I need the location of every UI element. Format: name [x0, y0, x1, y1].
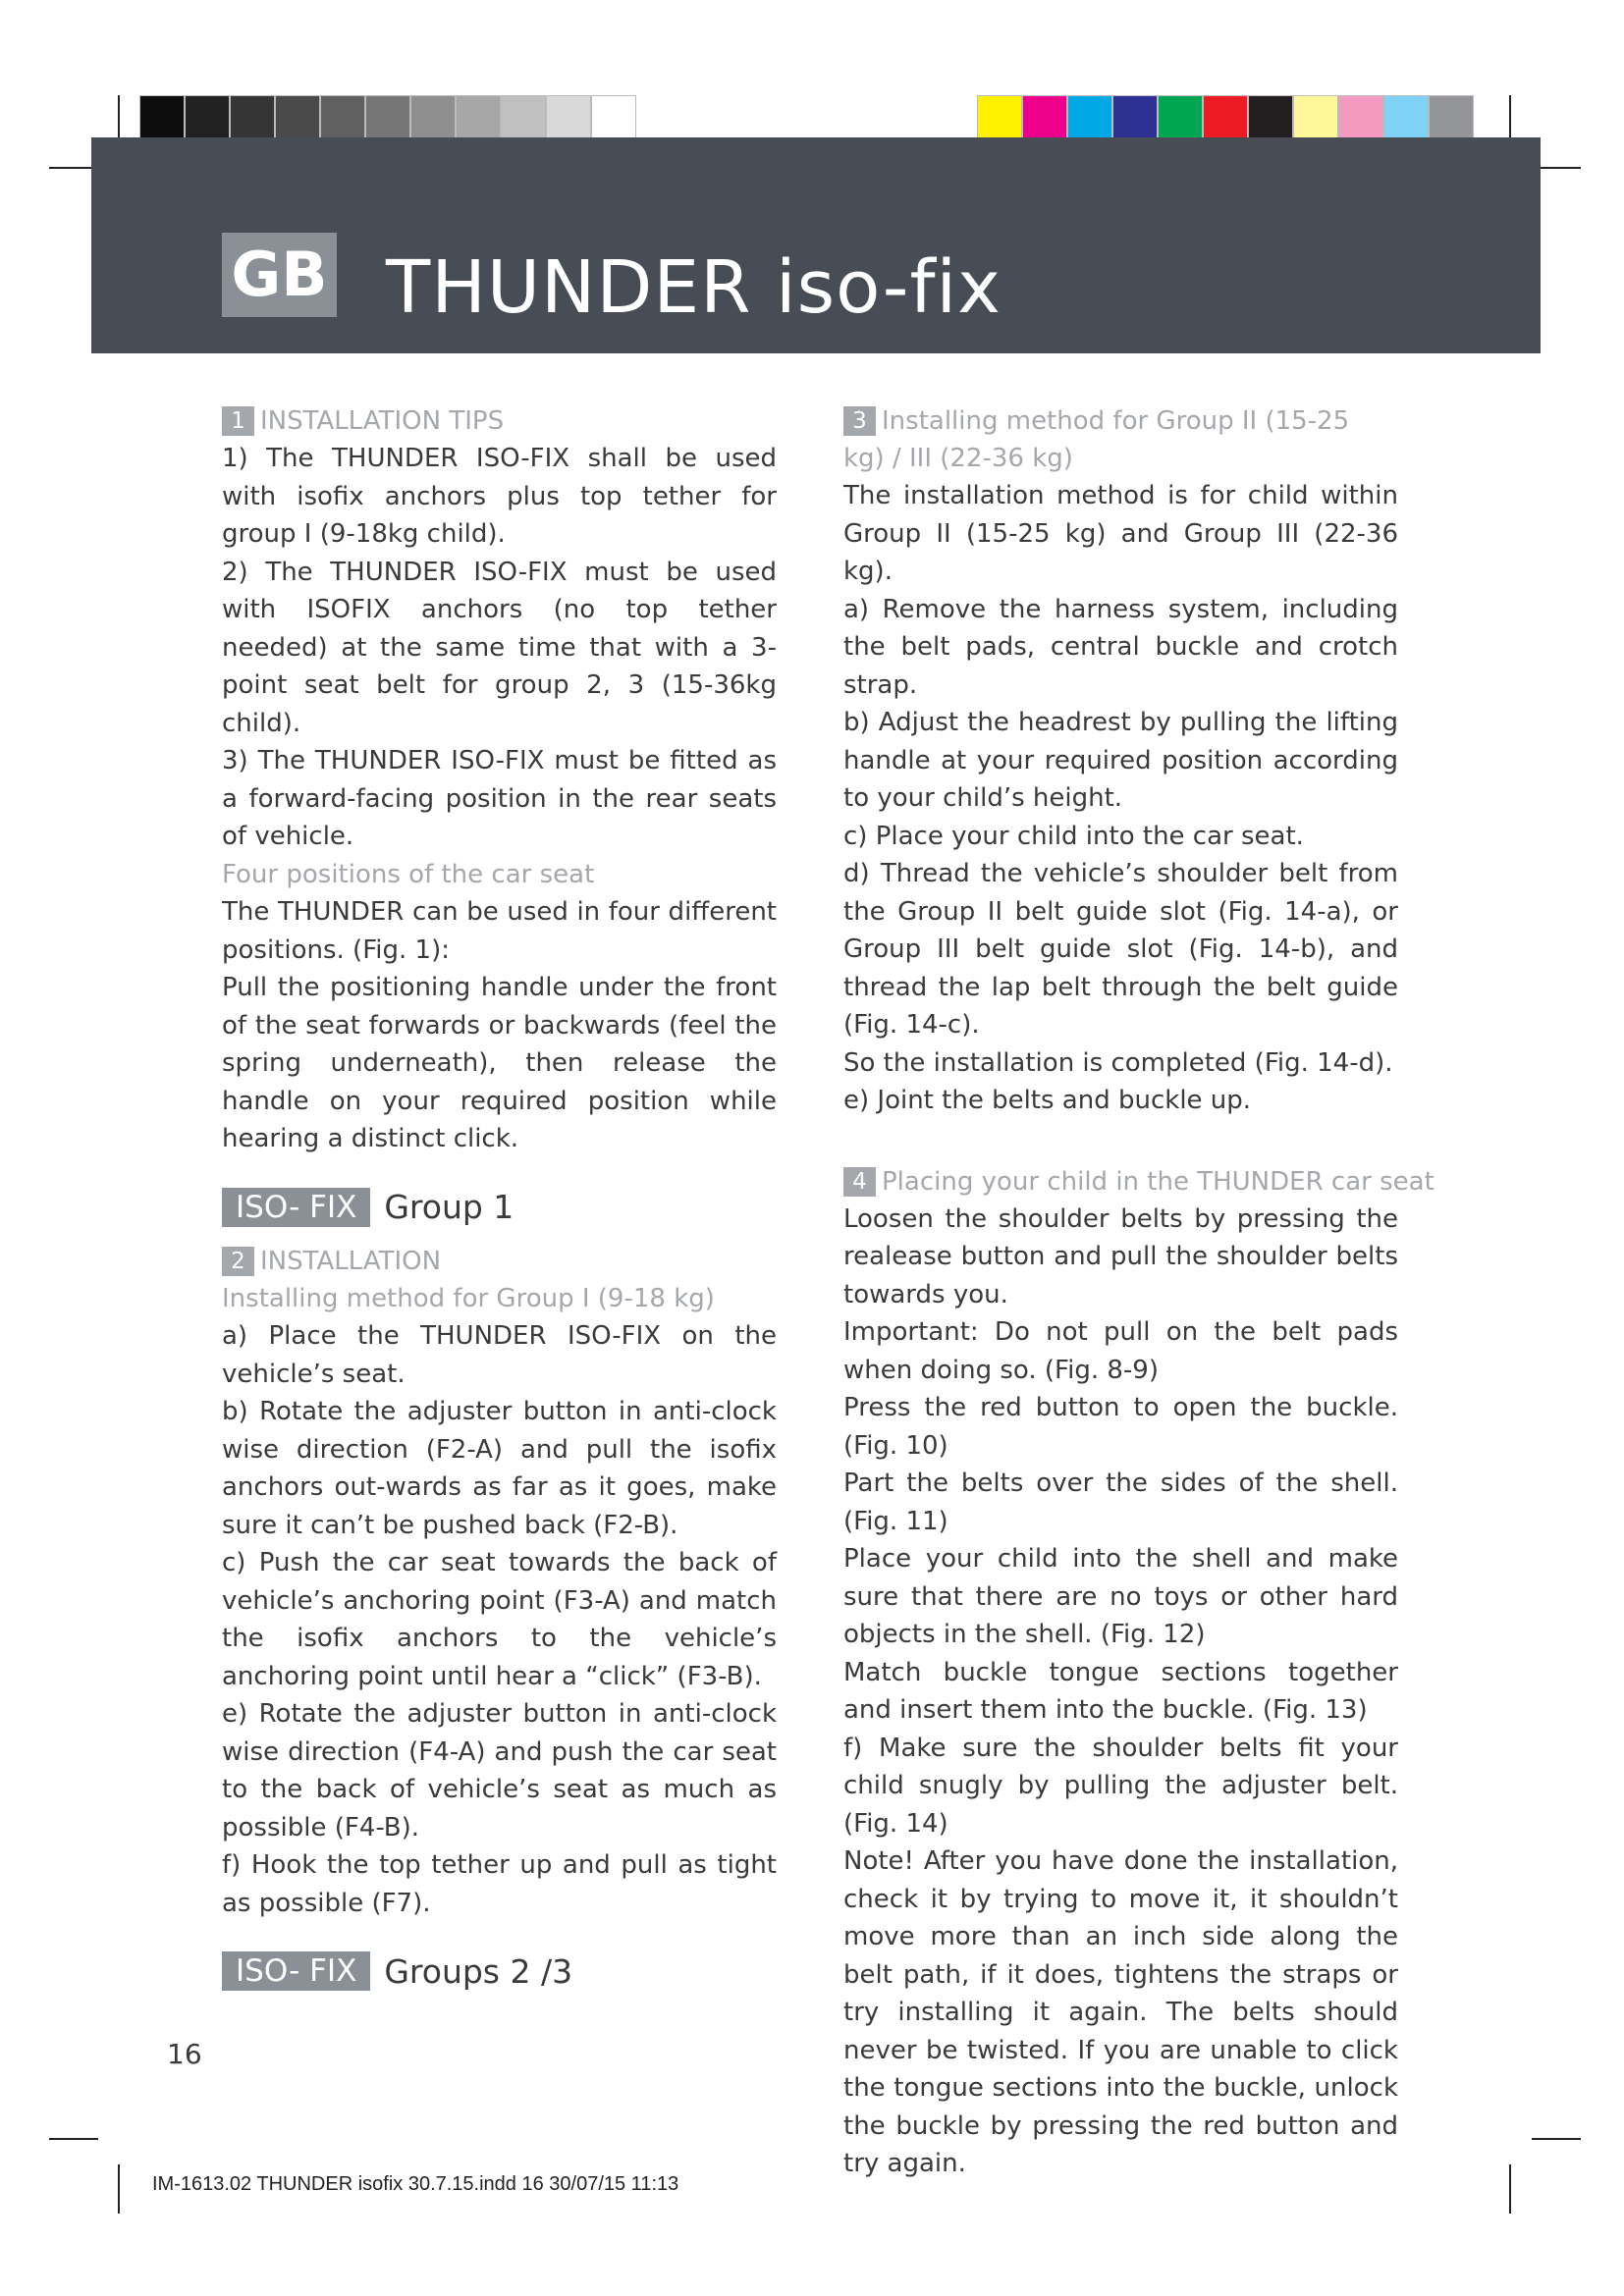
crop-mark [118, 2164, 120, 2214]
section-heading [843, 1163, 1435, 1201]
paragraph: So the installation is completed (Fig. 14-d). [843, 1047, 1393, 1078]
color-swatch [977, 95, 1022, 140]
paragraph: b) Rotate the adjuster button in anti-clock wise direction (F2-A) and pull the isofix anchors out-wards as far as it goes, make sure it can’t be pushed back (F2-B). [222, 1397, 777, 1540]
page-title: THUNDER iso-fix [386, 245, 1001, 330]
paragraph: d) Thread the vehicle’s shoulder belt from the Group II belt guide slot (Fig. 14-a), or Group III belt guide slot (Fig. 14-b), and thread the lap belt through the belt guide (Fig. 14-c). [843, 859, 1398, 1040]
section-number: 4 [843, 1167, 876, 1197]
paragraph: a) Place the THUNDER ISO-FIX on the vehicle’s seat. [222, 1321, 777, 1389]
iso-fix-tag: ISO- FIX [222, 1951, 370, 1991]
header-band [91, 137, 1541, 353]
crop-mark [1532, 2138, 1581, 2140]
group-heading [222, 1951, 777, 1991]
gray-swatch [230, 95, 275, 140]
paragraph: Important: Do not pull on the belt pads when doing so. (Fig. 8-9) [843, 1317, 1398, 1385]
language-badge: GB [222, 233, 337, 317]
gray-swatch [501, 95, 546, 140]
paragraph: Match buckle tongue sections together and insert them into the buckle. (Fig. 13) [843, 1657, 1398, 1725]
group-label: Group 1 [384, 1188, 514, 1226]
paragraph: e) Joint the belts and buckle up. [843, 1086, 1252, 1115]
paragraph: f) Make sure the shoulder belts fit your child snugly by pulling the adjuster belt. (Fig. 14) [843, 1733, 1398, 1839]
paragraph: The THUNDER can be used in four different positions. (Fig. 1): [222, 897, 777, 965]
color-swatch [1203, 95, 1248, 140]
gray-swatch [410, 95, 456, 140]
section-heading [843, 402, 1398, 477]
paragraph: Loosen the shoulder belts by pressing the realease button and pull the shoulder belts towards you. [843, 1203, 1398, 1309]
left-column [222, 402, 777, 2006]
section-title: INSTALLATION TIPS [260, 406, 505, 436]
gray-swatch [456, 95, 501, 140]
paragraph: 2) The THUNDER ISO-FIX must be used with ISOFIX anchors (no top tether needed) at the same time that with a 3-point seat belt for group 2, 3 (15-36kg child). [222, 557, 777, 738]
paragraph: c) Push the car seat towards the back of vehicle’s anchoring point (F3-A) and match the isofix anchors to the vehicle’s anchoring point until hear a “click” (F3-B). [222, 1548, 777, 1691]
paragraph: f) Hook the top tether up and pull as tight as possible (F7). [222, 1850, 777, 1918]
paragraph: Note! After you have done the installation, check it by trying to move it, it shouldn’t move more than an inch side along the belt path, if it does, tightens the straps or try installing it again. The belts should never be twisted. If you are unable to click the tongue sections into the buckle, unlock the buckle by pressing the red button and try again. [843, 1846, 1398, 2178]
gray-swatch [275, 95, 320, 140]
color-swatch [1067, 95, 1112, 140]
subheading: Four positions of the car seat [222, 859, 595, 889]
gray-swatch [591, 95, 636, 140]
section-heading [222, 1243, 777, 1280]
paragraph: Part the belts over the sides of the shell. (Fig. 11) [843, 1468, 1398, 1536]
color-swatch [1293, 95, 1338, 140]
section-title: INSTALLATION [260, 1246, 442, 1276]
section-number: 2 [222, 1247, 254, 1276]
process-color-bar [977, 95, 1474, 142]
subheading: Installing method for Group I (9-18 kg) [222, 1283, 715, 1313]
spacer [843, 1120, 1398, 1163]
crop-mark [118, 95, 120, 140]
group-heading [222, 1188, 777, 1227]
page-number: 16 [167, 2038, 202, 2070]
section-title: Installing method for Group II (15-25 kg) / III (22-36 kg) [843, 406, 1350, 473]
color-swatch [1112, 95, 1158, 140]
paragraph: The installation method is for child within Group II (15-25 kg) and Group III (22-36 kg). [843, 481, 1398, 586]
paragraph: 3) The THUNDER ISO-FIX must be fitted as a forward-facing position in the rear seats of vehicle. [222, 746, 777, 851]
section-number: 1 [222, 406, 254, 436]
right-column [843, 402, 1435, 2183]
color-swatch [1338, 95, 1383, 140]
section-number: 3 [843, 406, 876, 436]
paragraph: b) Adjust the headrest by pulling the lifting handle at your required position according to your child’s height. [843, 708, 1398, 813]
paragraph: Press the red button to open the buckle. (Fig. 10) [843, 1393, 1398, 1461]
gray-swatch [139, 95, 185, 140]
color-swatch [1248, 95, 1293, 140]
color-swatch [1383, 95, 1429, 140]
paragraph: c) Place your child into the car seat. [843, 821, 1304, 851]
section-title: Placing your child in the THUNDER car seat [882, 1166, 1435, 1197]
grayscale-color-bar [139, 95, 636, 142]
gray-swatch [365, 95, 410, 140]
iso-fix-tag: ISO- FIX [222, 1188, 370, 1227]
color-swatch [1429, 95, 1474, 140]
paragraph: Place your child into the shell and make sure that there are no toys or other hard objects in the shell. (Fig. 12) [843, 1544, 1398, 1649]
print-slug: IM-1613.02 THUNDER isofix 30.7.15.indd 16 30/07/15 11:13 [152, 2173, 679, 2195]
paragraph: e) Rotate the adjuster button in anti-clock wise direction (F4-A) and push the car seat to the back of vehicle’s seat as much as possible (F4-B). [222, 1699, 777, 1842]
color-swatch [1022, 95, 1067, 140]
color-swatch [1158, 95, 1203, 140]
paragraph: Pull the positioning handle under the front of the seat forwards or backwards (feel the spring underneath), then release the handle on your required position while hearing a distinct click. [222, 973, 777, 1153]
group-label: Groups 2 /3 [384, 1951, 573, 1991]
section-heading [222, 402, 777, 440]
crop-mark [49, 2138, 98, 2140]
crop-mark [1509, 2164, 1511, 2214]
crop-mark [1509, 95, 1511, 140]
gray-swatch [185, 95, 230, 140]
paragraph: 1) The THUNDER ISO-FIX shall be used with isofix anchors plus top tether for group I (9-18kg child). [222, 444, 777, 549]
gray-swatch [546, 95, 591, 140]
gray-swatch [320, 95, 365, 140]
paragraph: a) Remove the harness system, including the belt pads, central buckle and crotch strap. [843, 594, 1398, 700]
